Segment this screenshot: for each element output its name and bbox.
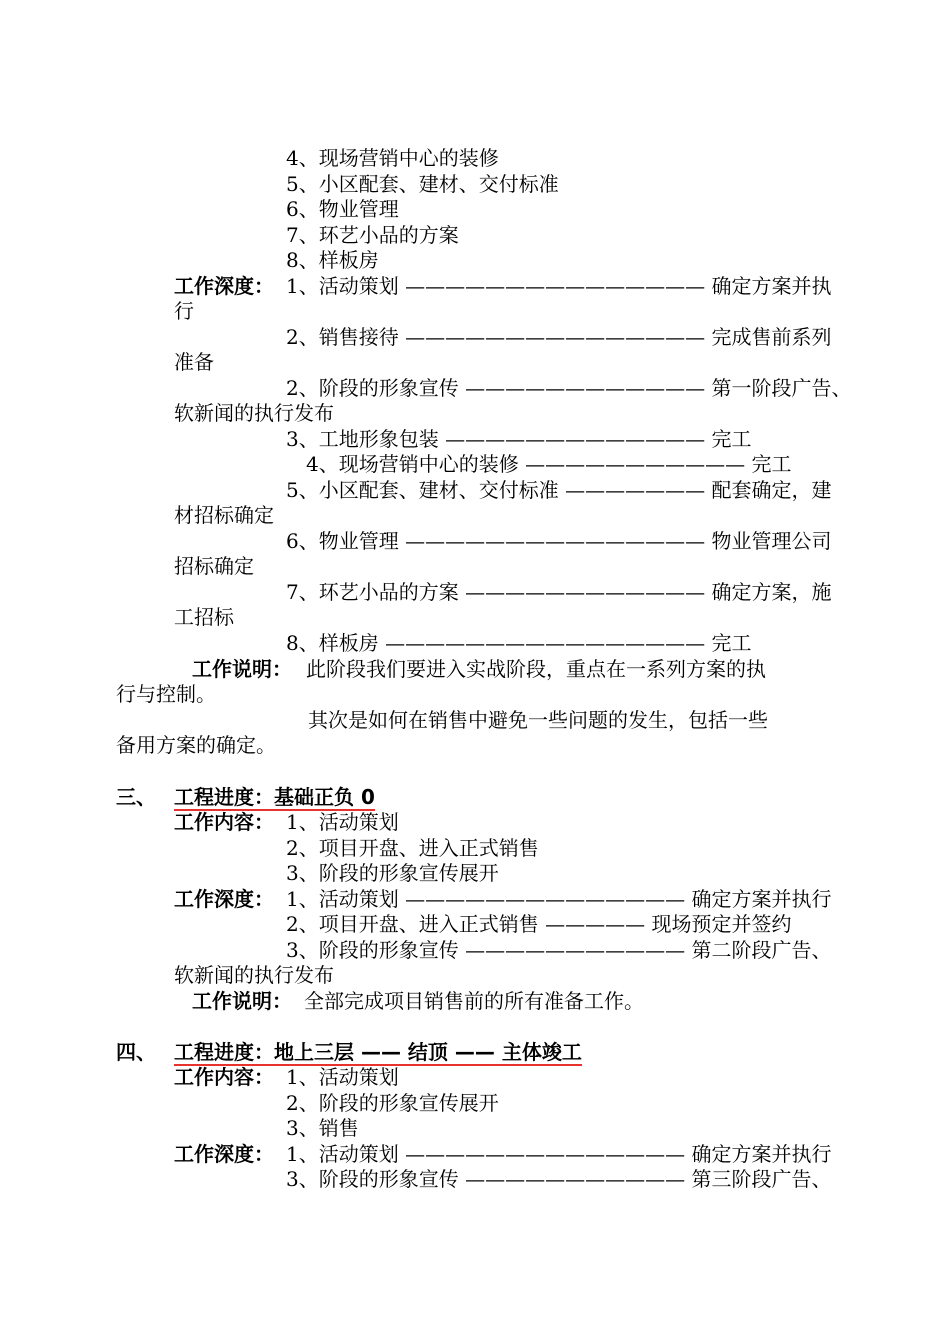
depth-line: 7、环艺小品的方案 ———————————— 确定方案，施 — [286, 580, 832, 604]
depth-line: 6、物业管理 ——————————————— 物业管理公司 — [286, 529, 832, 553]
note-label: 工作说明： — [192, 989, 292, 1013]
depth-label: 工作深度： — [174, 887, 274, 911]
depth-line: 4、现场营销中心的装修 ——————————— 完工 — [306, 452, 792, 476]
content-item: 5、小区配套、建材、交付标准 — [286, 172, 559, 196]
depth-line: 材招标确定 — [174, 503, 274, 527]
content-item: 3、阶段的形象宣传展开 — [286, 861, 499, 885]
depth-line: 3、阶段的形象宣传 ——————————— 第三阶段广告、 — [286, 1167, 832, 1191]
section-number: 三、 — [116, 785, 156, 809]
content-item: 7、环艺小品的方案 — [286, 223, 459, 247]
depth-line: 2、项目开盘、进入正式销售 ————— 现场预定并签约 — [286, 912, 792, 936]
depth-line: 软新闻的执行发布 — [174, 963, 334, 987]
depth-line: 3、工地形象包装 ————————————— 完工 — [286, 427, 752, 451]
depth-line: 8、样板房 ———————————————— 完工 — [286, 631, 752, 655]
note-line: 备用方案的确定。 — [116, 733, 276, 757]
depth-line: 1、活动策划 —————————————— 确定方案并执行 — [286, 887, 832, 911]
content-item: 6、物业管理 — [286, 197, 399, 221]
content-item: 8、样板房 — [286, 248, 379, 272]
depth-line: 1、活动策划 —————————————— 确定方案并执行 — [286, 1142, 832, 1166]
depth-line: 工招标 — [174, 605, 234, 629]
note-line: 全部完成项目销售前的所有准备工作。 — [304, 989, 644, 1013]
note-line: 此阶段我们要进入实战阶段，重点在一系列方案的执 — [306, 657, 766, 681]
section-heading-text: 工程进度：地上三层 —— 结顶 —— 主体竣工 — [174, 1040, 582, 1064]
note-line: 行与控制。 — [116, 682, 216, 706]
content-item: 3、销售 — [286, 1116, 359, 1140]
depth-line: 软新闻的执行发布 — [174, 401, 334, 425]
note-line: 其次是如何在销售中避免一些问题的发生，包括一些 — [308, 708, 768, 732]
content-item: 4、现场营销中心的装修 — [286, 146, 499, 170]
depth-label: 工作深度： — [174, 1142, 274, 1166]
note-label: 工作说明： — [192, 657, 292, 681]
depth-line: 5、小区配套、建材、交付标准 ——————— 配套确定，建 — [286, 478, 832, 502]
section-heading — [174, 784, 375, 810]
depth-line: 3、阶段的形象宣传 ——————————— 第二阶段广告、 — [286, 938, 832, 962]
content-item: 2、项目开盘、进入正式销售 — [286, 836, 539, 860]
content-label: 工作内容： — [174, 810, 274, 834]
content-item: 1、活动策划 — [286, 810, 399, 834]
content-label: 工作内容： — [174, 1065, 274, 1089]
content-item: 2、阶段的形象宣传展开 — [286, 1091, 499, 1115]
depth-line: 1、活动策划 ——————————————— 确定方案并执 — [286, 274, 832, 298]
depth-label: 工作深度： — [174, 274, 274, 298]
depth-line: 2、阶段的形象宣传 ———————————— 第一阶段广告、 — [286, 376, 852, 400]
section-number: 四、 — [116, 1040, 156, 1064]
depth-line: 行 — [174, 299, 194, 323]
section-heading-text: 工程进度：基础正负 0 — [174, 785, 375, 809]
depth-line: 2、销售接待 ——————————————— 完成售前系列 — [286, 325, 832, 349]
content-item: 1、活动策划 — [286, 1065, 399, 1089]
section-heading — [174, 1039, 582, 1065]
depth-line: 准备 — [174, 350, 214, 374]
depth-line: 招标确定 — [174, 554, 254, 578]
